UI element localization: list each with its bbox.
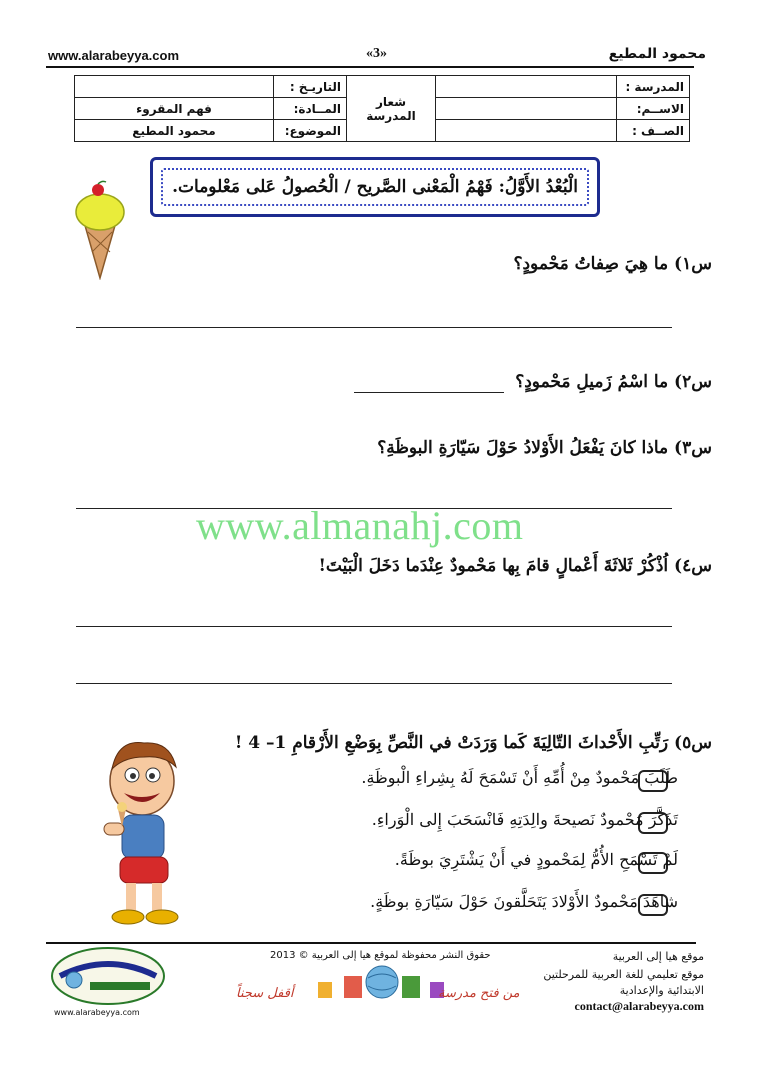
name-label: الاســم: [617,98,690,120]
date-field[interactable] [75,76,274,98]
slogan-part-1: من فتح مدرسة [438,986,520,1001]
topic-label: الموضوع: [274,120,347,142]
school-label: المدرسة : [617,76,690,98]
subject-value: فهم المقروء [75,98,274,120]
contact-email[interactable]: contact@alarabeyya.com [574,999,704,1013]
class-field[interactable] [436,120,617,142]
alarabeyya-logo-icon [50,946,166,1008]
slogan-part-2: أقفل سجناً [236,986,294,1001]
site-description-1: موقع تعليمي للغة العربية للمرحلتين [543,968,704,981]
section-title: الْبُعْدُ الأَوَّلُ: فَهْمُ الْمَعْنى الصَّريح / الْحُصولُ عَلى مَعْلومات. [161,168,589,206]
school-field[interactable] [436,76,617,98]
question-2: س٢) ما اسْمُ زَميلِ مَحْمودٍ؟ [515,372,712,392]
order-item-4: شاهَدَ مَحْمودٌ الأَوْلادَ يَتَحَلَّقونَ حَوْلَ سَيّارَةِ بوظَةٍ. [370,892,678,911]
order-item-2: تَذَكَّرَ مَحْمودٌ نَصيحةَ والِدَتِهِ فَانْسَحَبَ إِلى الْوَراءِ. [371,810,678,829]
topic-value: محمود المطيع [75,120,274,142]
website-url[interactable]: www.alarabeyya.com [48,48,180,63]
class-label: الصــف : [617,120,690,142]
subject-label: المــادة: [274,98,347,120]
page-number: «3» [366,46,387,61]
site-description-2: الابتدائية والإعدادية [619,984,704,997]
question-5: س٥) رَتِّبِ الأَحْداثَ التّالِيَةَ كَما وَرَدَتْ في النَّصِّ بِوَضْعِ الأَرْقامِ 1– 4 ! [234,733,712,753]
logo-website-url[interactable]: www.alarabeyya.com [54,1008,140,1017]
name-field[interactable] [436,98,617,120]
watermark-text: www.almanahj.com [196,503,524,548]
school-logo-cell: شعار المدرسة [347,76,436,142]
answer-line-4a[interactable] [76,626,672,627]
question-4: س٤) اُذْكُرْ ثَلاثَةَ أَعْمالٍ قامَ بِها مَحْمودٌ عِنْدَما دَخَلَ الْبَيْتَ! [318,556,712,576]
question-3: س٣) ماذا كانَ يَفْعَلُ الأَوْلادُ حَوْلَ سَيّارَةِ البوظَةِ؟ [377,438,712,458]
order-item-3: لَمْ تَسْمَحِ الأُمُّ لِمَحْمودٍ في أَنْ يَشْتَرِيَ بوظَةً. [394,850,678,869]
date-label: التاريـخ : [274,76,347,98]
ice-cream-icon [70,180,130,280]
site-name: موقع هيا إلى العربية [612,950,704,963]
section-title-frame [150,157,600,217]
footer-divider [46,942,696,944]
page-number-value: 3 [373,46,380,61]
order-item-1: طَلَبَ مَحْمودٌ مِنْ أُمِّهِ أَنْ تَسْمَحَ لَهُ بِشِراءِ الْبوظَةِ. [361,768,678,787]
question-1: س١) ما هِيَ صِفاتُ مَحْمودٍ؟ [513,254,712,274]
boy-eating-ice-cream-icon [98,735,190,927]
answer-line-2[interactable] [354,392,504,393]
copyright-text: حقوق النشر محفوظة لموقع هيا إلى العربية © 2013 [270,950,491,961]
student-info-table [74,75,690,142]
header-divider [46,66,694,68]
author-name: محمود المطيع [608,46,706,62]
answer-line-4b[interactable] [76,683,672,684]
answer-line-1[interactable] [76,327,672,328]
